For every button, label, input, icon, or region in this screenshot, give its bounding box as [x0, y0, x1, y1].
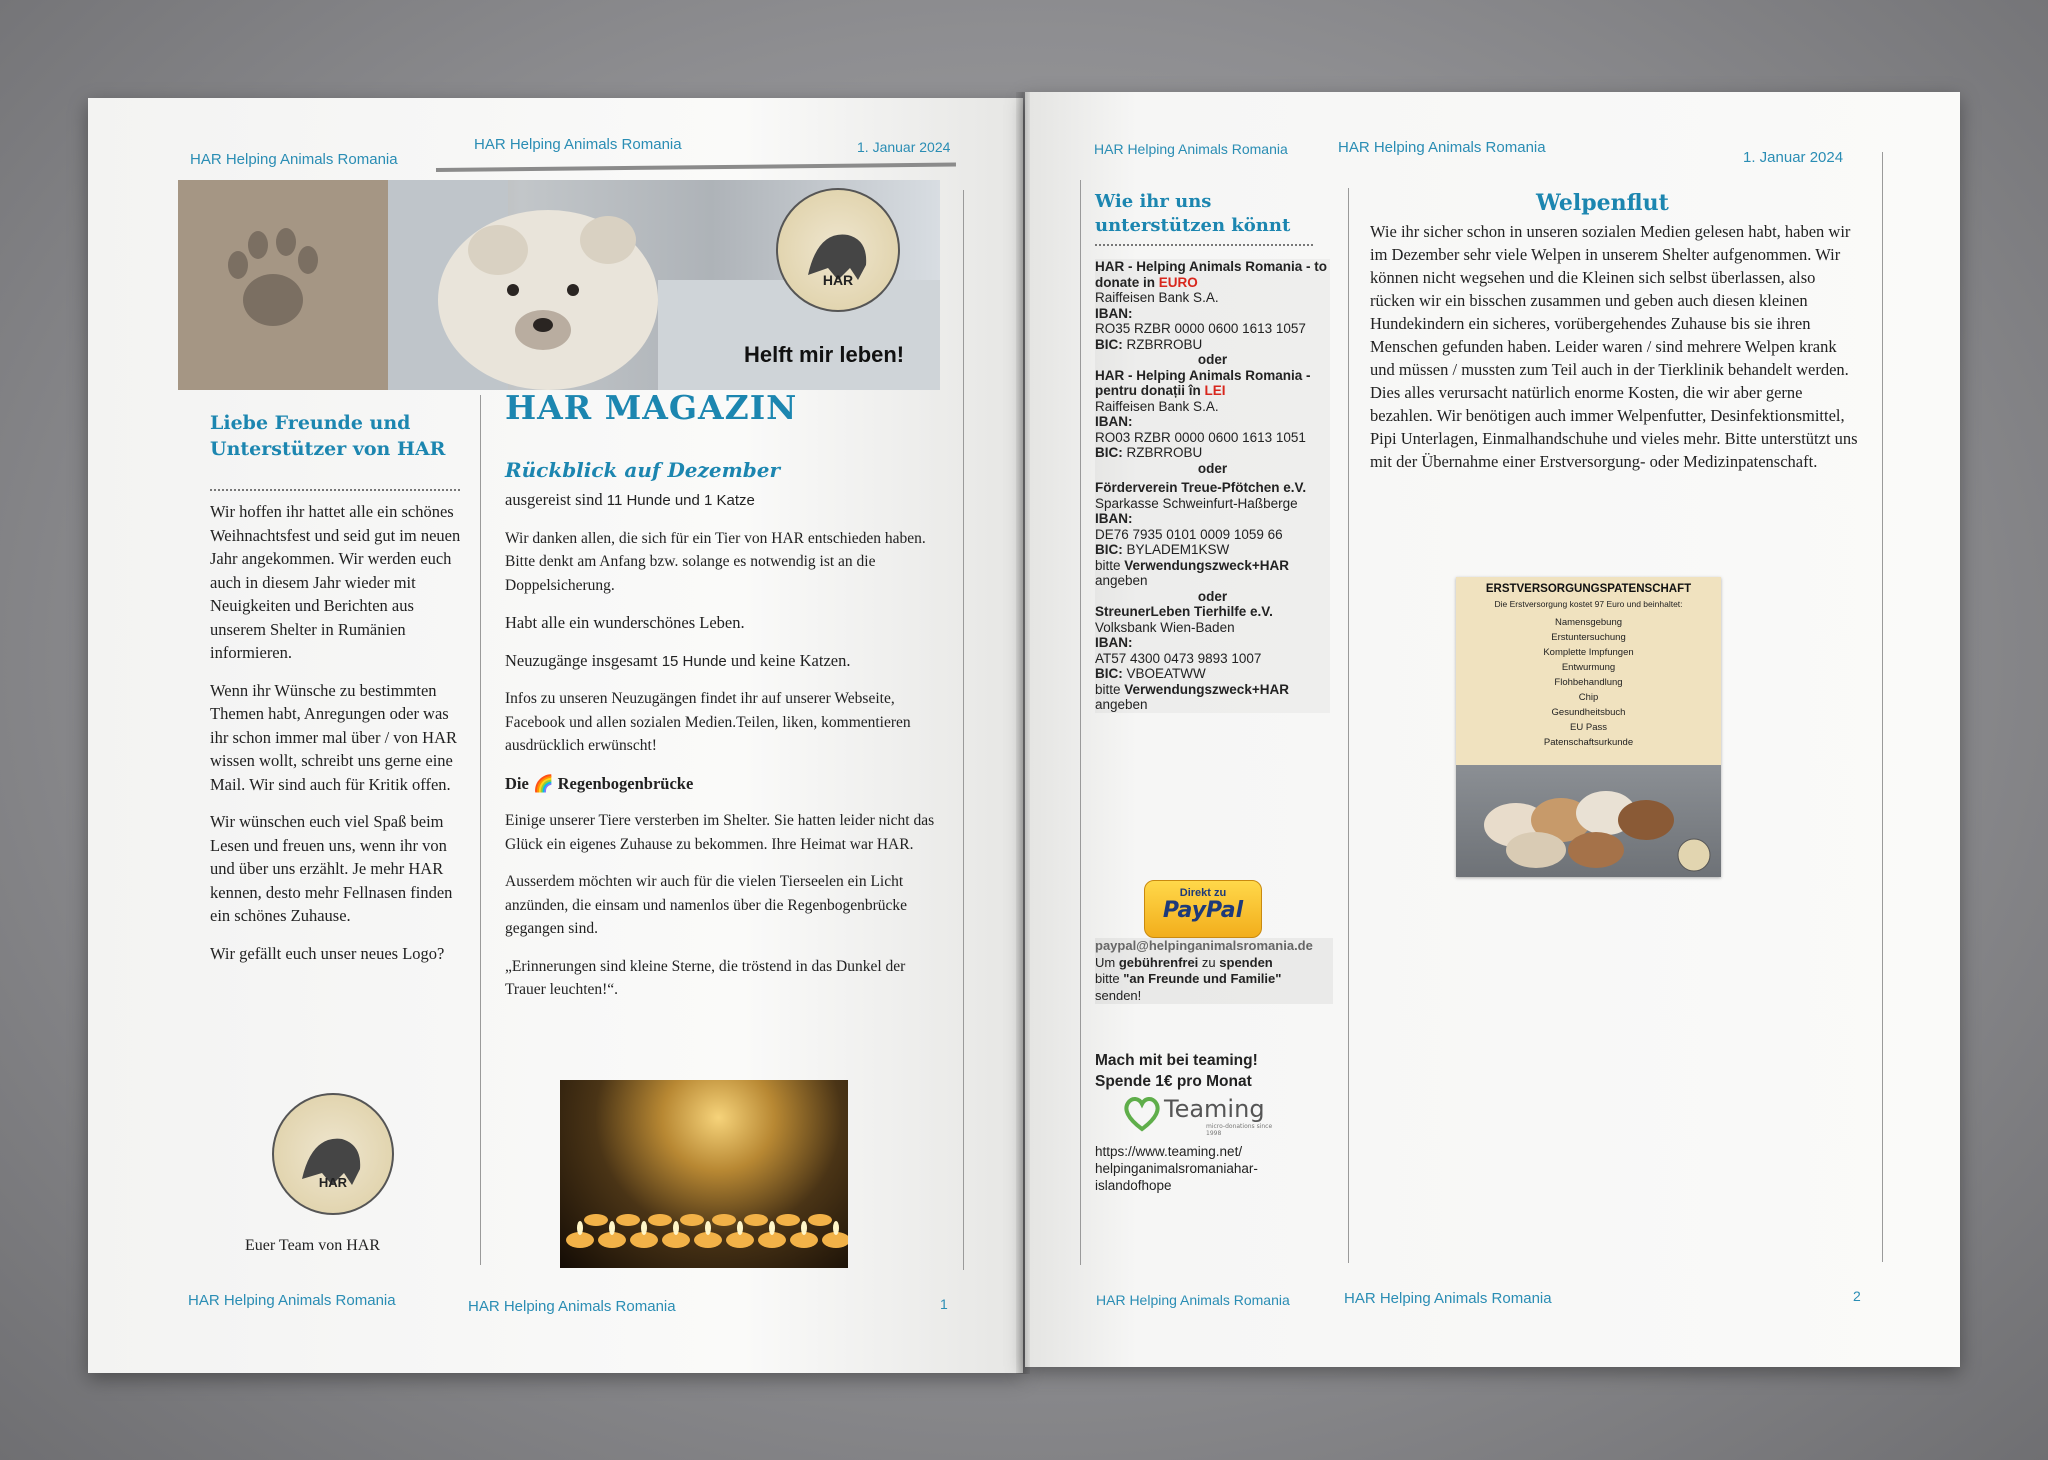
header-date: 1. Januar 2024 [857, 139, 951, 155]
footer-org-4: HAR Helping Animals Romania [1344, 1290, 1552, 1307]
review-p2: Habt alle ein wunderschönes Leben. [505, 613, 745, 632]
poster-item: Chip [1578, 692, 1599, 703]
review-p6: Ausserdem möchten wir auch für die vielen Tierseelen ein Licht anzünden, die einsam und namenlos über die Regenbogenbrücke gegangen sind. [505, 873, 908, 937]
col-divider-3 [1080, 180, 1081, 1265]
support-divider [1095, 244, 1313, 246]
acc1-iban-label: IBAN: [1095, 305, 1133, 321]
paypal-line3: senden! [1095, 987, 1142, 1003]
header-org-1: HAR Helping Animals Romania [190, 151, 398, 168]
puppies-photo [1456, 765, 1721, 877]
page-number-1: 1 [940, 1296, 948, 1312]
acc4-iban[interactable]: AT57 4300 0473 9893 1007 [1095, 650, 1262, 666]
welcome-text [210, 500, 465, 979]
acc1-bank: Raiffeisen Bank S.A. [1095, 290, 1219, 305]
review-heading: Rückblick auf Dezember [505, 458, 780, 482]
acc2-bank: Raiffeisen Bank S.A. [1095, 398, 1219, 414]
poster-item: Flohbehandlung [1554, 677, 1623, 688]
signature: Euer Team von HAR [245, 1237, 380, 1254]
poster-item: Komplette Impfungen [1543, 647, 1634, 658]
header-date-right: 1. Januar 2024 [1743, 149, 1844, 166]
poster-item: Namensgebung [1554, 617, 1623, 628]
acc4-name: StreunerLeben Tierhilfe e.V. [1095, 604, 1273, 619]
poster-title: ERSTVERSORGUNGSPATENSCHAFT [1485, 583, 1692, 595]
acc2-iban-label: IBAN: [1095, 414, 1133, 429]
acc1-name: HAR - Helping Animals Romania - to donate in EURO [1095, 259, 1328, 290]
acc3-bank: Sparkasse Schweinfurt-Haßberge [1095, 495, 1298, 511]
or-1: oder [1197, 352, 1228, 367]
poster-item: Entwurmung [1561, 662, 1616, 673]
hero-logo-abbr: HAR [822, 272, 854, 288]
welpen-text: Wie ihr sicher schon in unseren sozialen Medien gelesen habt, haben wir im Dezember sehr viele Welpen in unserem Shelter aufgenommen. Wir können nicht wegsehen und die Kleinen sich selbst überlassen, also rücken wir ein bisschen zusammen und geben auch diesen kleinen Hundekindern ein sicheres, vorübergehendes Zuhause bis sie ihren Menschen gefunden haben. Leider waren / sind mehrere Welpen krank und müssen / mussten zum Teil auch in der Tierklinik behandelt werden. Dies alles verursacht natürlich enorme Kosten, die wir aber gerne bezahlen. Wir benötigen auch immer Welpenfutter, Desinfektionsmittel, Pipi Unterlagen, Einmalhandschuhe und vieles mehr. Bitte unterstützt uns mit der Übernahme einer Erstversorgung- oder Medizinpatenschaft. [1370, 222, 1858, 471]
acc4-iban-label: IBAN: [1095, 635, 1133, 650]
col-divider-4 [1348, 188, 1349, 1263]
header-org-2: HAR Helping Animals Romania [474, 136, 682, 153]
teaming-text [1095, 1050, 1258, 1092]
welcome-p2: Wenn ihr Wünsche zu bestimmten Themen habt, Anregungen oder was ihr schon immer mal über / von HAR wissen wollt, schreibt uns gerne eine Mail. Wir sind auch für Kritik offen. [210, 680, 458, 794]
hero-logo-icon [776, 188, 900, 312]
acc1-iban[interactable]: RO35 RZBR 0000 0600 1613 1057 [1095, 321, 1306, 336]
heart-icon [1122, 1093, 1162, 1133]
review-quote: „Erinnerungen sind kleine Sterne, die tröstend in das Dunkel der Trauer leuchten!“. [505, 957, 906, 998]
departed-line: ausgereist sind 11 Hunde und 1 Katze [505, 490, 755, 509]
header-org-4: HAR Helping Animals Romania [1338, 139, 1546, 156]
teaming-line2: Spende 1€ pro Monat [1095, 1073, 1252, 1090]
col-divider-2 [963, 190, 964, 1270]
acc4-bic-row: BIC: VBOEATWW [1095, 666, 1206, 681]
welpen-heading: Welpenflut [1536, 190, 1669, 216]
teaming-line1: Mach mit bei teaming! [1095, 1052, 1258, 1069]
spine [1016, 92, 1030, 1374]
or-3: oder [1197, 588, 1228, 604]
welcome-p3: Wir wünschen euch viel Spaß beim Lesen und freuen uns, wenn ihr von und über uns erzählt. Je mehr HAR kennen, desto mehr Fellnasen finden ein schönes Zuhause. [210, 812, 453, 925]
acc1-currency: EURO [1158, 274, 1198, 290]
paypal-email[interactable]: paypal@helpinganimalsromania.de [1095, 938, 1313, 953]
acc3-ref-suffix: angeben [1095, 573, 1148, 588]
sponsorship-poster [1456, 577, 1721, 877]
poster-items [1456, 615, 1721, 750]
hero-image [178, 180, 940, 390]
acc3-name: Förderverein Treue-Pfötchen e.V. [1095, 480, 1307, 495]
welcome-p1: Wir hoffen ihr hattet alle ein schönes Weihnachtsfest und seid gut im neuen Jahr angekommen. Wir werden euch auch in diesem Jahr wieder mit Neuigkeiten und Berichten aus unserem Shelter in Rumänien informieren. [210, 502, 461, 662]
page-number-2: 2 [1853, 1288, 1861, 1304]
poster-item: Gesundheitsbuch [1551, 707, 1626, 718]
acc2-iban[interactable]: RO03 RZBR 0000 0600 1613 1051 [1095, 429, 1306, 445]
teaming-url[interactable]: https://www.teaming.net/ helpinganimalsromaniahar-islandofhope [1095, 1144, 1258, 1193]
acc3-bic-row: BIC: BYLADEM1KSW [1095, 542, 1230, 557]
welcome-p4: Wir gefällt euch unser neues Logo? [210, 943, 445, 963]
acc4-ref: bitte Verwendungszweck+HAR [1095, 681, 1289, 697]
bank-accounts [1095, 259, 1330, 713]
acc2-bic-row: BIC: RZBRROBU [1095, 445, 1203, 460]
paypal-line1: Um gebührenfrei zu spenden [1095, 954, 1273, 970]
poster-subtitle: Die Erstversorgung kostet 97 Euro und beinhaltet: [1494, 599, 1683, 609]
paypal-logo-icon: PayPal [1162, 898, 1244, 923]
paypal-button[interactable] [1144, 880, 1262, 938]
har-logo-icon [272, 1093, 394, 1215]
paypal-top: Direkt zu [1179, 887, 1227, 899]
teaming-tagline: micro-donations since 1998 [1206, 1123, 1273, 1137]
har-logo-abbr: HAR [318, 1175, 348, 1190]
footer-org-3: HAR Helping Animals Romania [1096, 1292, 1290, 1308]
welcome-divider [210, 489, 460, 491]
poster-item: EU Pass [1570, 722, 1607, 733]
welcome-heading: Liebe Freunde und Unterstützer von HAR [210, 412, 446, 460]
poster-item: Patenschaftsurkunde [1543, 737, 1634, 748]
acc1-bic-row: BIC: RZBRROBU [1095, 336, 1203, 352]
paypal-info [1095, 938, 1333, 1004]
footer-org-2: HAR Helping Animals Romania [468, 1298, 676, 1315]
review-p1: Wir danken allen, die sich für ein Tier von HAR entschieden haben. Bitte denkt am Anfang bzw. solange es notwendig ist an die Doppelsicherung. [505, 529, 926, 594]
col-divider-1 [480, 395, 481, 1265]
review-p4: Infos zu unseren Neuzugängen findet ihr auf unserer Webseite, Facebook und allen sozialen Medien.Teilen, liken, kommentieren ausdrücklich erwünscht! [505, 690, 911, 754]
footer-org-1: HAR Helping Animals Romania [188, 1292, 396, 1309]
candles-image [560, 1080, 848, 1268]
rainbow-heading: Die 🌈 Regenbogenbrücke [505, 773, 694, 793]
support-heading: Wie ihr uns unterstützen könnt [1095, 191, 1291, 236]
teaming-brand: Teaming [1164, 1095, 1265, 1123]
col-divider-5 [1882, 152, 1883, 1262]
acc2-currency: LEI [1204, 383, 1226, 398]
magazine-title: HAR MAGAZIN [505, 388, 798, 427]
header-org-3: HAR Helping Animals Romania [1094, 141, 1288, 157]
acc3-ref: bitte Verwendungszweck+HAR [1095, 557, 1289, 573]
rainbow-icon: 🌈 [532, 773, 554, 793]
acc3-iban-label: IBAN: [1095, 511, 1133, 526]
paypal-line2: bitte "an Freunde und Familie" [1095, 971, 1282, 986]
acc3-iban[interactable]: DE76 7935 0101 0009 1059 66 [1095, 526, 1283, 542]
review-p5: Einige unserer Tiere versterben im Shelter. Sie hatten leider nicht das Glück ein eigenes Zuhause zu bekommen. Ihre Heimat war HAR. [505, 812, 935, 853]
acc2-name: HAR - Helping Animals Romania - pentru donații în LEI [1095, 367, 1311, 398]
or-2: oder [1197, 460, 1228, 476]
acc4-ref-suffix: angeben [1095, 697, 1148, 712]
review-text [505, 488, 945, 1016]
poster-item: Erstuntersuchung [1551, 632, 1626, 643]
hero-caption: Helft mir leben! [744, 342, 905, 367]
acc4-bank: Volksbank Wien-Baden [1095, 619, 1235, 635]
arrivals-line: Neuzugänge insgesamt 15 Hunde und keine Katzen. [505, 650, 851, 670]
teaming-logo[interactable] [1122, 1093, 1287, 1137]
